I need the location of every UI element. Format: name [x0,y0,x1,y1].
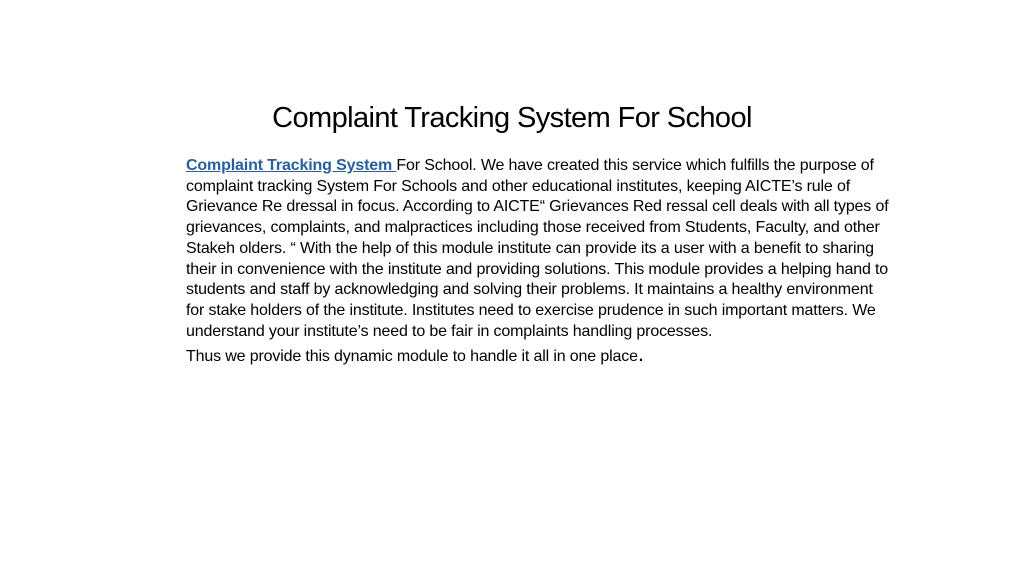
complaint-tracking-system-link[interactable]: Complaint Tracking System [186,157,397,174]
body-last-line: Thus we provide this dynamic module to handle it all in one place [186,348,638,366]
final-period: . [637,341,644,367]
body-paragraph [186,156,891,368]
body-text: For School. We have created this service which fulfills the purpose of complaint tracking System For Schools and other educational institutes, keeping AICTE’s rule of Grievance Re dressal in focus. According to AICTE“ Grievances Red ressal cell deals with all types of grievances, complaints, and malpractices including those received from Students, Faculty, and other Stakeh olders. “ With the help of this module institute can provide its a user with a benefit to sharing their in convenience with the institute and providing solutions. This module provides a helping hand to students and staff by acknowledging and solving their problems. It maintains a healthy environment for stake holders of the institute. Institutes need to exercise prudence in such important matters. We understand your institute’s need to be fair in complaints handling processes. [186,157,889,340]
body-last-line-wrap [186,341,644,368]
slide-title: Complaint Tracking System For School [272,102,752,134]
